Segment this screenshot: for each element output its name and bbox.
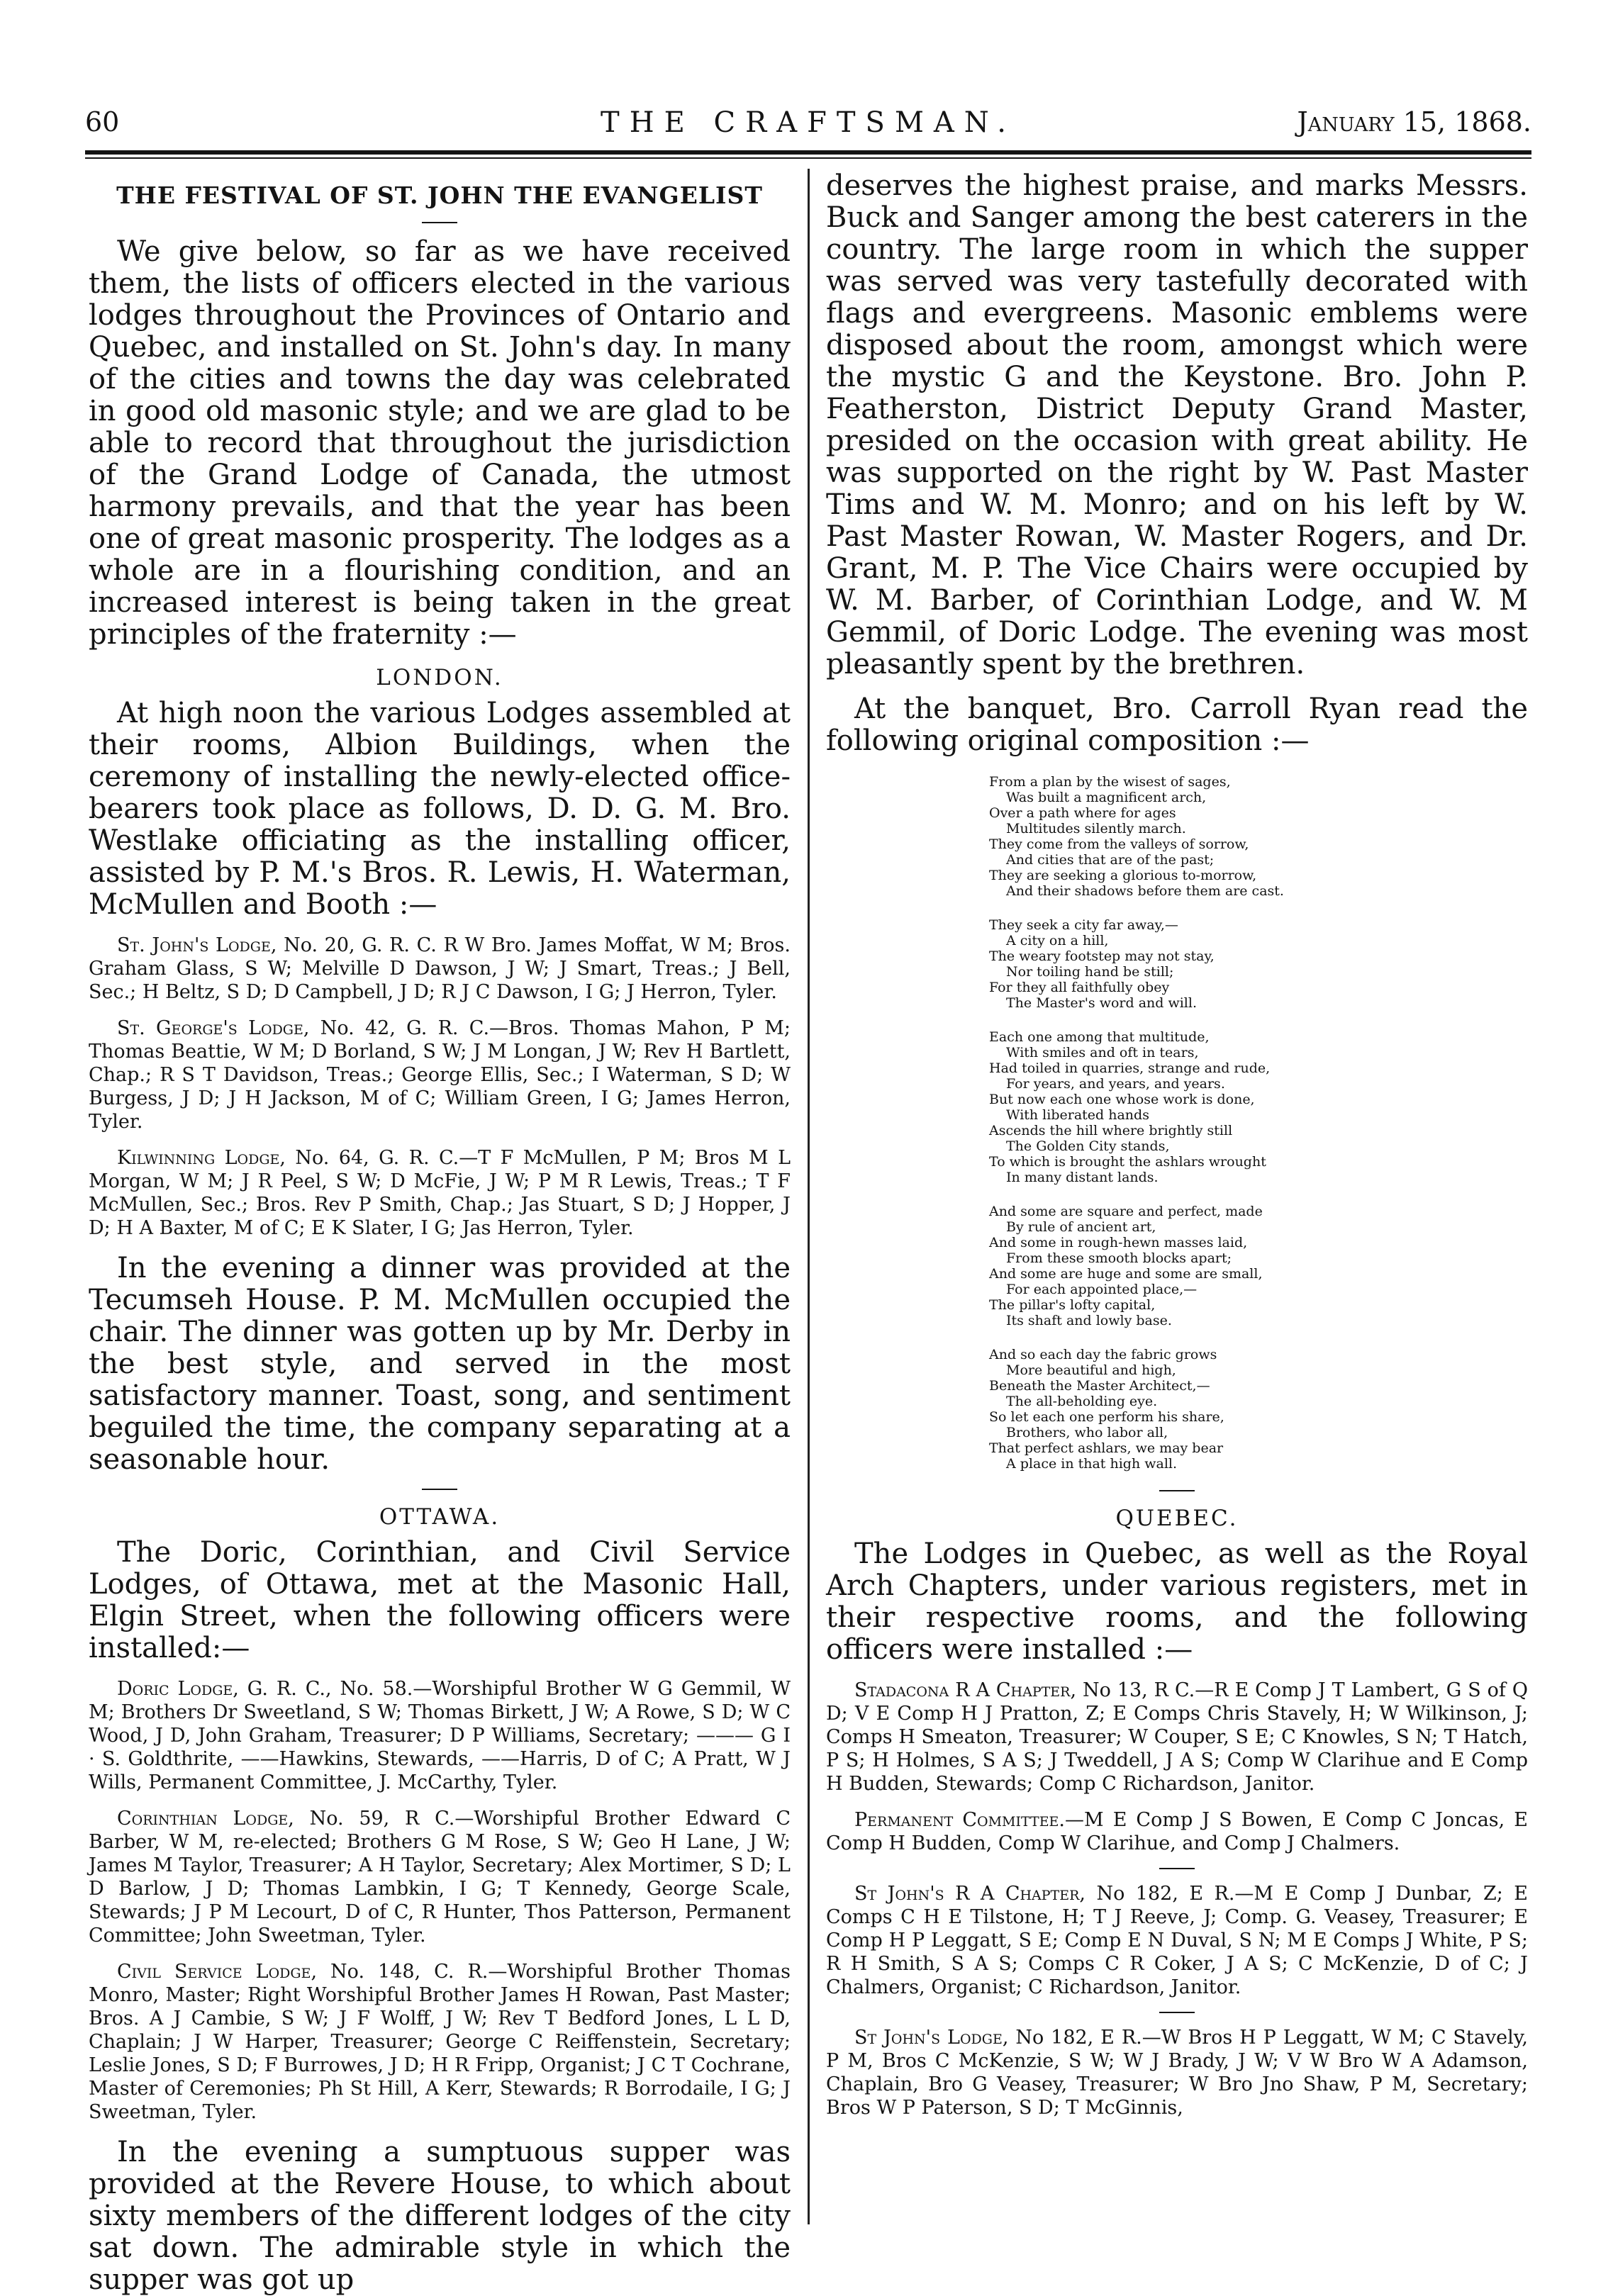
- section-heading-ottawa: OTTAWA.: [379, 1504, 501, 1530]
- lodge-entry: [89, 1017, 791, 1133]
- poem-line: To which is brought the ashlars wrought: [989, 1154, 1266, 1170]
- poem-line: From a plan by the wisest of sages,: [989, 774, 1231, 790]
- header-rule-thin: [85, 157, 1531, 159]
- poem-line: In many distant lands.: [1006, 1170, 1159, 1185]
- lodge-officers: No. 59, R C.—Worshipful Brother Edward C Barber, W M, re-elected; Brothers G M Rose, S W; Geo H Lane, J W; James M Taylor, Treasurer; A H Taylor, Secretary; Alex Mortimer, S D; L D Barlow, J D; Thomas Lambkin, I G; T Kennedy, George Scale, Stewards; J P M Lecourt, D of C, R Hunter, Thos Patterson, Permanent Committee; John Sweetman, Tyler.: [89, 1808, 791, 1947]
- section-heading-quebec: QUEBEC.: [1115, 1506, 1239, 1531]
- divider: [1159, 1490, 1195, 1491]
- poem-stanza: [989, 1029, 1386, 1185]
- poem-line: And some are huge and some are small,: [989, 1266, 1263, 1282]
- issue-date: January 15, 1868.: [1297, 106, 1531, 138]
- poem-line: Ascends the hill where brightly still: [989, 1123, 1233, 1138]
- committee-members: —M E Comp J S Bowen, E Comp C Joncas, E Comp H Budden, Comp W Clarihue, and Comp J Chalmers.: [826, 1809, 1528, 1854]
- poem-line: The all-beholding eye.: [1006, 1394, 1158, 1409]
- chapter-entry: [826, 1679, 1528, 1796]
- poem-line: By rule of ancient art,: [1006, 1219, 1156, 1235]
- lodge-name: Doric Lodge,: [117, 1678, 239, 1700]
- poem-line: Had toiled in quarries, strange and rude,: [989, 1060, 1271, 1076]
- poem-line: And cities that are of the past;: [1006, 852, 1215, 868]
- lodge-entry: [89, 1677, 791, 1794]
- lodge-officers: G. R. C., No. 58.—Worshipful Brother W G Gemmil, W M; Brothers Dr Sweetland, S W; Thomas Birkett, J W; A Rowe, S D; W C Wood, J D, John Graham, Treasurer; D P Williams, Secretary; ——— G I · S. Goldthrite, ——Hawkins, Stewards, ——Harris, D of C; A Pratt, W J Wills, Permanent Committee, J. McCarthy, Tyler.: [89, 1678, 791, 1793]
- poem-stanza: [989, 774, 1386, 899]
- poem-line: For each appointed place,—: [1006, 1282, 1198, 1297]
- poem-line: Nor toiling hand be still;: [1006, 964, 1174, 980]
- poem-line: So let each one perform his share,: [989, 1409, 1224, 1425]
- lodge-entry: [89, 934, 791, 1004]
- right-column: [826, 170, 1528, 2119]
- section-heading-london: LONDON.: [376, 665, 503, 690]
- committee-entry: [826, 1808, 1528, 1855]
- chapter-entry: [826, 1882, 1528, 1999]
- poem-line: The weary footstep may not stay,: [989, 948, 1215, 964]
- poem-stanza: [989, 917, 1386, 1011]
- chapter-name: Stadacona R A Chapter,: [854, 1679, 1077, 1701]
- committee-name: Permanent Committee.: [854, 1809, 1066, 1831]
- divider: [1159, 1868, 1195, 1869]
- poem-stanza: [989, 1347, 1386, 1472]
- poem-line: With liberated hands: [1006, 1107, 1149, 1123]
- lodge-name: St. John's Lodge,: [117, 934, 277, 956]
- poem-line: A place in that high wall.: [1006, 1456, 1178, 1472]
- poem-line: They seek a city far away,—: [989, 917, 1178, 933]
- poem-line: And some are square and perfect, made: [989, 1204, 1263, 1219]
- ottawa-intro: The Doric, Corinthian, and Civil Service Lodges, of Ottawa, met at the Masonic Hall, Elgin Street, when the following officers were installed:—: [89, 1536, 791, 1664]
- poem-line: A city on a hill,: [1006, 933, 1109, 948]
- london-evening: In the evening a dinner was provided at the Tecumseh House. P. M. McMullen occupied the chair. The dinner was gotten up by Mr. Derby in the best style, and served in the most satisfactory manner. Toast, song, and sentiment beguiled the time, the company separating at a seasonable hour.: [89, 1252, 791, 1476]
- lodge-entry: [826, 2026, 1528, 2119]
- chapter-officers: No 13, R C.—R E Comp J T Lambert, G S of Q D; V E Comp H J Pratton, Z; E Comps Chris Stavely, H; W Wilkinson, J; Comps H Smeaton, Treasurer; W Couper, S E; C Knowles, S N; T Hatch, P S; H Holmes, S A S; J Tweddell, J A S; Comp W Clarihue and E Comp H Budden, Stewards; Comp C Richardson, Janitor.: [826, 1679, 1528, 1795]
- lodge-officers: No. 20, G. R. C. R W Bro. James Moffat, W M; Bros. Graham Glass, S W; Melville D Dawson, J W; J Smart, Treas.; J Bell, Sec.; H Beltz, S D; D Campbell, J D; R J C Dawson, I G; J Herron, Tyler.: [89, 934, 791, 1003]
- poem-line: More beautiful and high,: [1006, 1362, 1176, 1378]
- masthead-title: THE CRAFTSMAN.: [601, 106, 1016, 139]
- lodge-name: Civil Service Lodge,: [117, 1961, 318, 1983]
- lodge-officers: No. 148, C. R.—Worshipful Brother Thomas Monro, Master; Right Worshipful Brother James H Rowan, Past Master; Bros. A J Cambie, S W; J F Wolff, J W; Rev T Bedford Jones, L L D, Chaplain; J W Harper, Treasurer; George C Reiffenstein, Secretary; Leslie Jones, S D; F Burrowes, J D; H R Fripp, Organist; J C T Cochrane, Master of Ceremonies; Ph St Hill, A Kerr, Stewards; R Borrodaile, I G; J Sweetman, Tyler.: [89, 1961, 791, 2123]
- poem-line: Brothers, who labor all,: [1006, 1425, 1168, 1440]
- header-rule: [85, 150, 1531, 155]
- poem-line: And some in rough-hewn masses laid,: [989, 1235, 1248, 1250]
- lodge-entry: [89, 1807, 791, 1947]
- lodge-officers: No. 64, G. R. C.—T F McMullen, P M; Bros M L Morgan, W M; J R Peel, S W; D McFie, J W; P M R Lewis, Treas.; T F McMullen, Sec.; Bros. Rev P Smith, Chap.; Jas Stuart, S D; J Hopper, J D; H A Baxter, M of C; E K Slater, I G; Jas Herron, Tyler.: [89, 1147, 791, 1239]
- poem-line: Over a path where for ages: [989, 805, 1176, 821]
- lodge-name: Corinthian Lodge,: [117, 1808, 294, 1830]
- poem-line: The Golden City stands,: [1006, 1138, 1170, 1154]
- poem-line: They come from the valleys of sorrow,: [989, 836, 1249, 852]
- divider: [1159, 2012, 1195, 2013]
- poem-line: Was built a magnificent arch,: [1006, 790, 1207, 805]
- poem-line: But now each one whose work is done,: [989, 1092, 1255, 1107]
- poem-line: With smiles and oft in tears,: [1006, 1045, 1199, 1060]
- column-divider: [808, 169, 810, 2224]
- poem-line: Its shaft and lowly base.: [1006, 1313, 1172, 1328]
- left-column: [89, 170, 791, 2296]
- poem-line: The Master's word and will.: [1006, 995, 1197, 1011]
- article-intro: We give below, so far as we have received them, the lists of officers elected in the various lodges throughout the Provinces of Ontario and Quebec, and installed on St. John's day. In many of the cities and towns the day was celebrated in good old masonic style; and we are glad to be able to record that throughout the jurisdiction of the Grand Lodge of Canada, the utmost harmony prevails, and that the year has been one of great masonic prosperity. The lodges as a whole are in a flourishing condition, and an increased interest is being taken in the great principles of the fraternity :—: [89, 235, 791, 651]
- london-intro: At high noon the various Lodges assembled at their rooms, Albion Buildings, when the ceremony of installing the newly-elected office-bearers took place as follows, D. D. G. M. Bro. Westlake officiating as the installing officer, assisted by P. M.'s Bros. R. Lewis, H. Waterman, McMullen and Booth :—: [89, 697, 791, 921]
- lodge-name: St John's Lodge,: [854, 2027, 1009, 2049]
- poem-line: Multitudes silently march.: [1006, 821, 1186, 836]
- poem-stanza: [989, 1204, 1386, 1328]
- poem: [989, 774, 1386, 1472]
- poem-line: They are seeking a glorious to-morrow,: [989, 868, 1257, 883]
- chapter-officers: No 182, E R.—M E Comp J Dunbar, Z; E Comps C H E Tilstone, H; T J Reeve, J; Comp. G. Veasey, Treasurer; E Comp H P Leggatt, S E; Comp E N Duval, S N; M E Comps J White, P S; R H Smith, S A S; Comps C R Coker, J A S; C McKenzie, D of C; J Chalmers, Organist; C Richardson, Janitor.: [826, 1883, 1528, 1998]
- quebec-intro: The Lodges in Quebec, as well as the Royal Arch Chapters, under various registers, met in their respective rooms, and the following officers were installed :—: [826, 1538, 1528, 1666]
- lodge-officers: No. 42, G. R. C.—Bros. Thomas Mahon, P M; Thomas Beattie, W M; D Borland, S W; J M Longan, J W; Rev H Bartlett, Chap.; R S T Davidson, Treas.; George Ellis, Sec.; I Waterman, S D; W Burgess, J D; J H Jackson, M of C; William Green, I G; James Herron, Tyler.: [89, 1017, 791, 1133]
- poem-line: From these smooth blocks apart;: [1006, 1250, 1232, 1266]
- lodge-name: Kilwinning Lodge,: [117, 1147, 286, 1169]
- poem-line: And so each day the fabric grows: [989, 1347, 1217, 1362]
- page-number: 60: [85, 106, 120, 138]
- poem-line: Beneath the Master Architect,—: [989, 1378, 1210, 1394]
- lodge-name: St. George's Lodge,: [117, 1017, 310, 1039]
- poem-line: For years, and years, and years.: [1006, 1076, 1225, 1092]
- poem-line: The pillar's lofty capital,: [989, 1297, 1156, 1313]
- divider: [422, 222, 457, 223]
- poem-line: For they all faithfully obey: [989, 980, 1170, 995]
- banquet-intro: At the banquet, Bro. Carroll Ryan read the following original composition :—: [826, 693, 1528, 757]
- lodge-entry: [89, 1146, 791, 1240]
- chapter-name: St John's R A Chapter,: [854, 1883, 1085, 1905]
- lodge-entry: [89, 1960, 791, 2124]
- poem-line: And their shadows before them are cast.: [1006, 883, 1284, 899]
- ottawa-continued: deserves the highest praise, and marks Messrs. Buck and Sanger among the best caterers in the country. The large room in which the supper was served was very tastefully decorated with flags and evergreens. Masonic emblems were disposed about the room, amongst which were the mystic G and the Keystone. Bro. John P. Featherston, District Deputy Grand Master, presided on the occasion with great ability. He was supported on the right by W. Past Master Tims and W. M. Monro; and on his left by W. Past Master Rowan, W. Master Rogers, and Dr. Grant, M. P. The Vice Chairs were occupied by W. M. Barber, of Corinthian Lodge, and W. M Gemmil, of Doric Lodge. The evening was most pleasantly spent by the brethren.: [826, 169, 1528, 681]
- poem-line: Each one among that multitude,: [989, 1029, 1210, 1045]
- divider: [422, 1489, 457, 1490]
- poem-line: That perfect ashlars, we may bear: [989, 1440, 1224, 1456]
- lodge-officers: No 182, E R.—W Bros H P Leggatt, W M; C Stavely, P M, Bros C McKenzie, S W; W J Brady, J W; V W Bro W A Adamson, Chaplain, Bro G Veasey, Treasurer; W Bro Jno Shaw, P M, Secretary; Bros W P Paterson, S D; T McGinnis,: [826, 2027, 1528, 2119]
- ottawa-evening: In the evening a sumptuous supper was provided at the Revere House, to which about sixty members of the different lodges of the city sat down. The admirable style in which the supper was got up: [89, 2136, 791, 2296]
- page-header: [85, 106, 1531, 149]
- article-heading: THE FESTIVAL OF ST. JOHN THE EVANGELIST: [116, 181, 763, 209]
